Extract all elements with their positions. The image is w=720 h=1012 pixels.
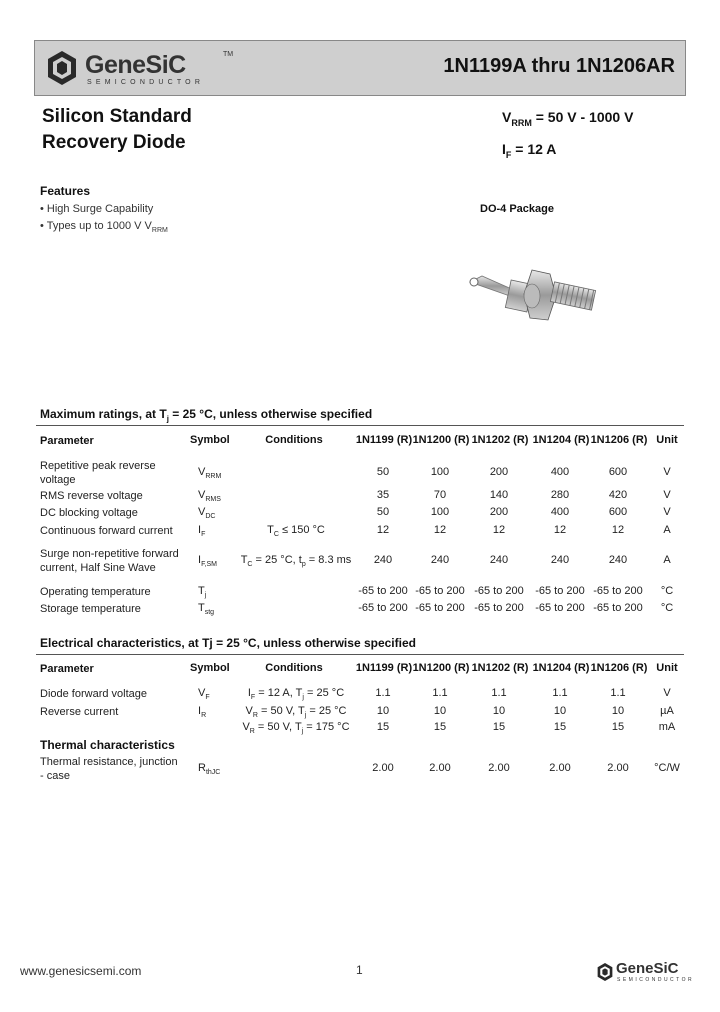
row-value: 1.1 [610, 687, 626, 699]
row-unit: V [663, 466, 671, 478]
row-value: 15 [611, 721, 625, 733]
col-header: 1N1206 (R) [590, 434, 648, 446]
row-value: 1.1 [491, 687, 507, 699]
logo-subtitle: SEMICONDUCTOR [87, 79, 205, 86]
row-symbol: $V_{DC}$ [198, 506, 216, 521]
row-value: 35 [376, 489, 390, 501]
row-value: -65 to 200 [415, 602, 465, 614]
divider [36, 425, 684, 426]
row-parameter: DC blocking voltage [40, 507, 138, 519]
col-header: Symbol [190, 662, 230, 674]
footer-url: www.genesicsemi.com [20, 964, 142, 978]
row-value: 240 [550, 554, 570, 566]
row-value: 10 [376, 705, 390, 717]
row-value: 100 [430, 466, 450, 478]
row-value: 12 [611, 524, 625, 536]
row-parameter: Repetitive peak reverse voltage [40, 460, 156, 486]
row-value: 10 [433, 705, 447, 717]
col-header: Symbol [190, 434, 230, 446]
row-value: 15 [492, 721, 506, 733]
row-parameter: Diode forward voltage [40, 688, 148, 700]
spec-vrrm: $V_{RRM} = 50$ V - 1000 V [502, 109, 634, 128]
row-parameter: Storage temperature [40, 603, 141, 615]
row-symbol: $V_{RRM}$ [198, 466, 222, 481]
row-value: 12 [553, 524, 567, 536]
row-value: 12 [492, 524, 506, 536]
genesic-logo [45, 49, 245, 89]
row-value: 100 [430, 506, 450, 518]
row-conditions: $V_R = 50$ V, $T_j = 25$ °C [245, 705, 347, 720]
row-unit: A [663, 554, 671, 566]
row-value: -65 to 200 [474, 602, 524, 614]
row-value: 140 [489, 489, 509, 501]
col-header: 1N1202 (R) [471, 662, 529, 674]
col-header: 1N1204 (R) [532, 662, 590, 674]
row-value: 600 [608, 466, 628, 478]
key-specs [502, 104, 633, 168]
row-unit: V [663, 489, 671, 501]
row-value: 70 [433, 489, 447, 501]
row-symbol: $T_j$ [198, 585, 207, 600]
row-symbol: $I_{F,SM}$ [198, 554, 218, 569]
footer-logo-hex-icon [596, 962, 614, 982]
row-conditions: $I_F = 12$ A, $T_j = 25$ °C [247, 687, 345, 702]
spec-if: $I_F = 12$ A [502, 140, 557, 160]
row-value: 1.1 [432, 687, 448, 699]
page-number: 1 [356, 963, 363, 977]
col-header: 1N1199 (R) [355, 434, 413, 446]
title-line-2: Recovery Diode [42, 132, 186, 153]
col-header: Conditions [265, 662, 323, 674]
feature-item: • High Surge Capability [40, 203, 154, 215]
row-unit: A [663, 524, 671, 536]
row-value: 600 [608, 506, 628, 518]
row-value: 50 [376, 506, 390, 518]
footer-logo-sub: SEMICONDUCTOR [617, 977, 695, 983]
col-header: Parameter [40, 435, 94, 447]
row-value: -65 to 200 [535, 585, 585, 597]
row-parameter: Thermal resistance, junction - case [40, 756, 178, 782]
features-heading: Features [40, 184, 91, 198]
row-unit: °C [660, 585, 674, 597]
row-value: 240 [430, 554, 450, 566]
row-parameter: Continuous forward current [40, 525, 173, 537]
divider [36, 654, 684, 655]
row-value: 2.00 [488, 762, 510, 774]
row-value: 12 [376, 524, 390, 536]
electrical-heading: Electrical characteristics, at Tj = 25 °C, unless otherwise specified [40, 636, 416, 650]
row-symbol: $I_R$ [198, 705, 207, 720]
row-value: -65 to 200 [415, 585, 465, 597]
row-value: -65 to 200 [358, 602, 408, 614]
row-value: 2.00 [549, 762, 571, 774]
row-symbol: $I_F$ [198, 524, 206, 539]
thermal-heading: Thermal characteristics [40, 738, 175, 752]
row-value: 10 [553, 705, 567, 717]
row-value: 420 [608, 489, 628, 501]
row-parameter: Operating temperature [40, 586, 151, 598]
package-label: DO-4 Package [480, 203, 554, 215]
row-unit: °C/W [654, 762, 680, 774]
row-symbol: $T_{stg}$ [198, 602, 215, 617]
row-unit: V [663, 687, 671, 699]
row-value: 15 [433, 721, 447, 733]
row-unit: µA [660, 705, 674, 717]
row-value: 400 [550, 506, 570, 518]
row-parameter: Reverse current [40, 706, 119, 718]
row-value: 1.1 [552, 687, 568, 699]
row-symbol: $R_{thJC}$ [198, 762, 221, 777]
col-header: Parameter [40, 663, 94, 675]
row-conditions: $T_C \le 150$ °C [267, 524, 325, 539]
col-header: Unit [656, 434, 678, 446]
col-header: 1N1204 (R) [532, 434, 590, 446]
row-value: 10 [611, 705, 625, 717]
logo-tm: TM [223, 51, 234, 58]
row-value: 10 [492, 705, 506, 717]
title-line-1: Silicon Standard [42, 106, 192, 127]
col-header: 1N1206 (R) [590, 662, 648, 674]
row-value: 280 [550, 489, 570, 501]
col-header: 1N1200 (R) [412, 434, 470, 446]
row-value: -65 to 200 [593, 602, 643, 614]
diode-package-image [462, 262, 602, 334]
row-value: 2.00 [372, 762, 394, 774]
footer-logo-name: GeneSiC [616, 960, 679, 977]
row-symbol: $V_F$ [198, 687, 210, 702]
row-conditions: $V_R = 50$ V, $T_j = 175$ °C [242, 721, 350, 736]
row-value: 12 [433, 524, 447, 536]
row-value: 50 [376, 466, 390, 478]
page-title [42, 104, 192, 156]
col-header: Unit [656, 662, 678, 674]
row-parameter: Surge non-repetitive forward current, Half Sine Wave [40, 548, 179, 574]
row-value: -65 to 200 [474, 585, 524, 597]
row-value: 1.1 [375, 687, 391, 699]
row-unit: V [663, 506, 671, 518]
row-value: 15 [376, 721, 390, 733]
row-value: 2.00 [607, 762, 629, 774]
row-value: 400 [550, 466, 570, 478]
row-parameter: RMS reverse voltage [40, 490, 143, 502]
row-value: -65 to 200 [358, 585, 408, 597]
footer-logo [596, 958, 706, 986]
col-header: Conditions [265, 434, 323, 446]
row-conditions: $T_C = 25$ °C, $t_p = 8.3$ ms [240, 554, 352, 569]
col-header: 1N1202 (R) [471, 434, 529, 446]
row-value: 240 [608, 554, 628, 566]
row-symbol: $V_{RMS}$ [198, 489, 221, 504]
row-value: 200 [489, 506, 509, 518]
row-value: 2.00 [429, 762, 451, 774]
logo-hex-icon [45, 49, 79, 87]
row-value: -65 to 200 [593, 585, 643, 597]
row-unit: mA [658, 721, 676, 733]
col-header: 1N1200 (R) [412, 662, 470, 674]
col-header: 1N1199 (R) [355, 662, 413, 674]
row-value: 15 [553, 721, 567, 733]
logo-name: GeneSiC [85, 51, 186, 79]
row-unit: °C [660, 602, 674, 614]
header-bar [34, 40, 686, 96]
max-ratings-heading: Maximum ratings, at $T_j = 25$ °C, unless otherwise specified [40, 407, 373, 424]
feature-item: • Types up to 1000 V $V_{RRM}$ [40, 220, 168, 235]
row-value: 200 [489, 466, 509, 478]
part-range: 1N1199A thru 1N1206AR [443, 55, 675, 77]
row-value: 240 [489, 554, 509, 566]
row-value: 240 [373, 554, 393, 566]
row-value: -65 to 200 [535, 602, 585, 614]
